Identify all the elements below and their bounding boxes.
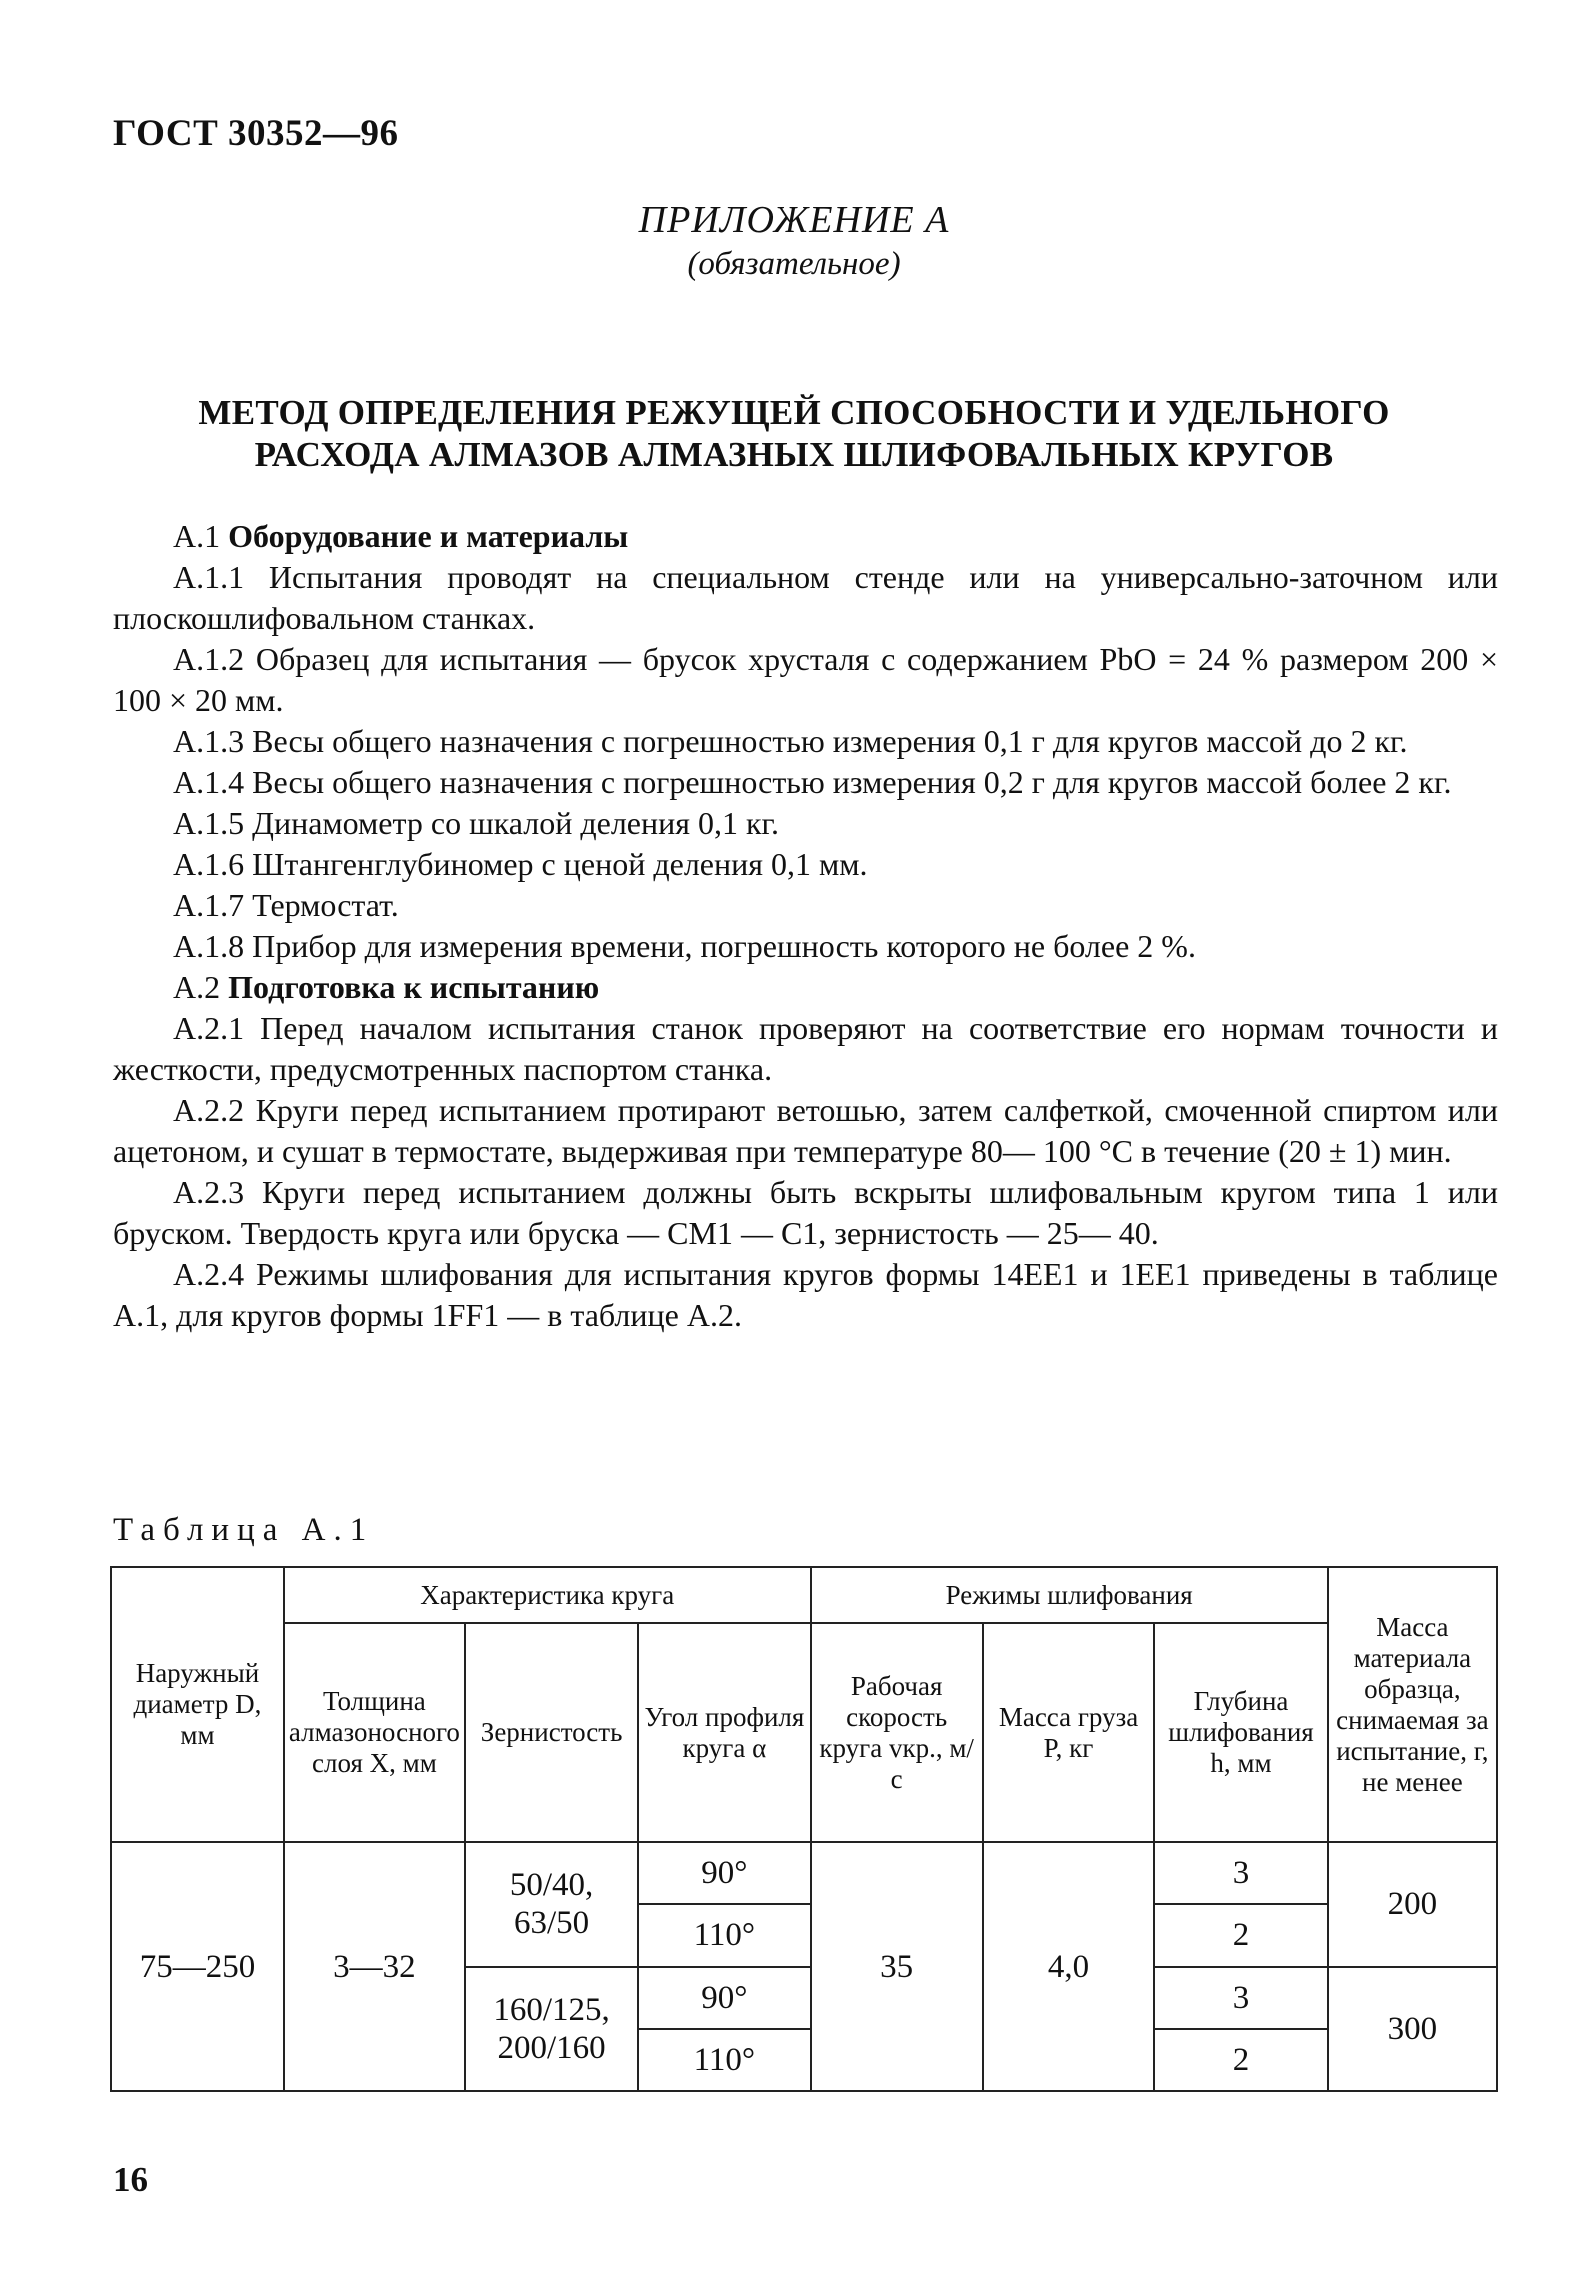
cell-thickness: 3—32 [284, 1842, 465, 2091]
para-a2-4: А.2.4 Режимы шлифования для испытания кругов формы 14ЕЕ1 и 1ЕЕ1 приведены в таблице А.1, для кругов формы 1FF1 — в таблице А.2. [113, 1256, 1498, 1333]
section-a2-title: Подготовка к испытанию [228, 969, 600, 1005]
section-a2-heading [113, 967, 1498, 1008]
para-a1-7: А.1.7 Термостат. [173, 887, 399, 923]
appendix-heading [0, 198, 1588, 283]
header-wheel-characteristics: Характеристика круга [284, 1567, 811, 1623]
title-line-2: РАСХОДА АЛМАЗОВ АЛМАЗНЫХ ШЛИФОВАЛЬНЫХ КРУГОВ [254, 435, 1334, 474]
header-outer-diameter: Наружный диаметр D, мм [111, 1567, 284, 1842]
cell-angle-2: 110° [638, 1904, 810, 1966]
section-a2-number: А.2 [173, 969, 221, 1005]
cell-grain-2: 160/125, 200/160 [465, 1967, 638, 2092]
cell-angle-3: 90° [638, 1967, 810, 2029]
cell-grain-1: 50/40, 63/50 [465, 1842, 638, 1966]
body-text [113, 516, 1498, 1336]
header-grinding-depth: Глубина шлифования h, мм [1154, 1623, 1327, 1842]
para-a1-4: А.1.4 Весы общего назначения с погрешностью измерения 0,2 г для кругов массой более 2 кг. [173, 764, 1452, 800]
appendix-subtitle: (обязательное) [687, 246, 901, 282]
header-grinding-modes: Режимы шлифования [811, 1567, 1328, 1623]
section-a1-title: Оборудование и материалы [228, 518, 629, 554]
header-load-mass: Масса груза P, кг [983, 1623, 1154, 1842]
table-header-row-2 [111, 1623, 1497, 1842]
table-row [111, 1842, 1497, 1904]
document-header: ГОСТ 30352—96 [113, 113, 399, 154]
cell-depth-2: 2 [1154, 1904, 1327, 1966]
para-a2-3: А.2.3 Круги перед испытанием должны быть вскрыты шлифовальным кругом типа 1 или бруском. Твердость круга или бруска — СМ1 — С1, зернистость — 25— 40. [113, 1174, 1498, 1251]
para-a1-2: А.1.2 Образец для испытания — брусок хрусталя с содержанием PbO = 24 % размером 200 × 100 × 20 мм. [113, 641, 1498, 718]
cell-angle-1: 90° [638, 1842, 810, 1904]
table-a1 [110, 1566, 1498, 2092]
para-a1-8: А.1.8 Прибор для измерения времени, погрешность которого не более 2 %. [173, 928, 1196, 964]
table-header-row-1 [111, 1567, 1497, 1623]
section-a1-number: А.1 [173, 518, 221, 554]
header-grain-size: Зернистость [465, 1623, 638, 1842]
table-caption: Таблица А.1 [113, 1512, 375, 1548]
cell-load: 4,0 [983, 1842, 1154, 2091]
para-a1-6: А.1.6 Штангенглубиномер с ценой деления 0,1 мм. [173, 846, 868, 882]
cell-mass-1: 200 [1328, 1842, 1497, 1966]
title-line-1: МЕТОД ОПРЕДЕЛЕНИЯ РЕЖУЩЕЙ СПОСОБНОСТИ И УДЕЛЬНОГО [198, 393, 1390, 432]
section-a1-heading [113, 516, 1498, 557]
header-material-mass: Масса материала образца, снимаемая за испытание, г, не менее [1328, 1567, 1497, 1842]
cell-mass-2: 300 [1328, 1967, 1497, 2092]
cell-angle-4: 110° [638, 2029, 810, 2091]
cell-depth-3: 3 [1154, 1967, 1327, 2029]
appendix-title: ПРИЛОЖЕНИЕ А [638, 199, 950, 241]
para-a1-1: А.1.1 Испытания проводят на специальном стенде или на универсально-заточном или плоскошлифовальном станках. [113, 559, 1498, 636]
cell-diameter: 75—250 [111, 1842, 284, 2091]
para-a1-3: А.1.3 Весы общего назначения с погрешностью измерения 0,1 г для кругов массой до 2 кг. [173, 723, 1408, 759]
header-working-speed: Рабочая скорость круга vкр., м/с [811, 1623, 983, 1842]
cell-speed: 35 [811, 1842, 983, 2091]
document-title [0, 392, 1588, 476]
page-number: 16 [113, 2160, 148, 2199]
para-a1-5: А.1.5 Динамометр со шкалой деления 0,1 кг. [173, 805, 780, 841]
para-a2-1: А.2.1 Перед началом испытания станок проверяют на соответствие его нормам точности и жесткости, предусмотренных паспортом станка. [113, 1010, 1498, 1087]
cell-depth-1: 3 [1154, 1842, 1327, 1904]
header-profile-angle: Угол профиля круга α [638, 1623, 810, 1842]
para-a2-2: А.2.2 Круги перед испытанием протирают ветошью, затем салфеткой, смоченной спиртом или ацетоном, и сушат в термостате, выдерживая при температуре 80— 100 °С в течение (20 ± 1) мин. [113, 1092, 1498, 1169]
cell-depth-4: 2 [1154, 2029, 1327, 2091]
header-layer-thickness: Толщина алмазоносного слоя X, мм [284, 1623, 465, 1842]
